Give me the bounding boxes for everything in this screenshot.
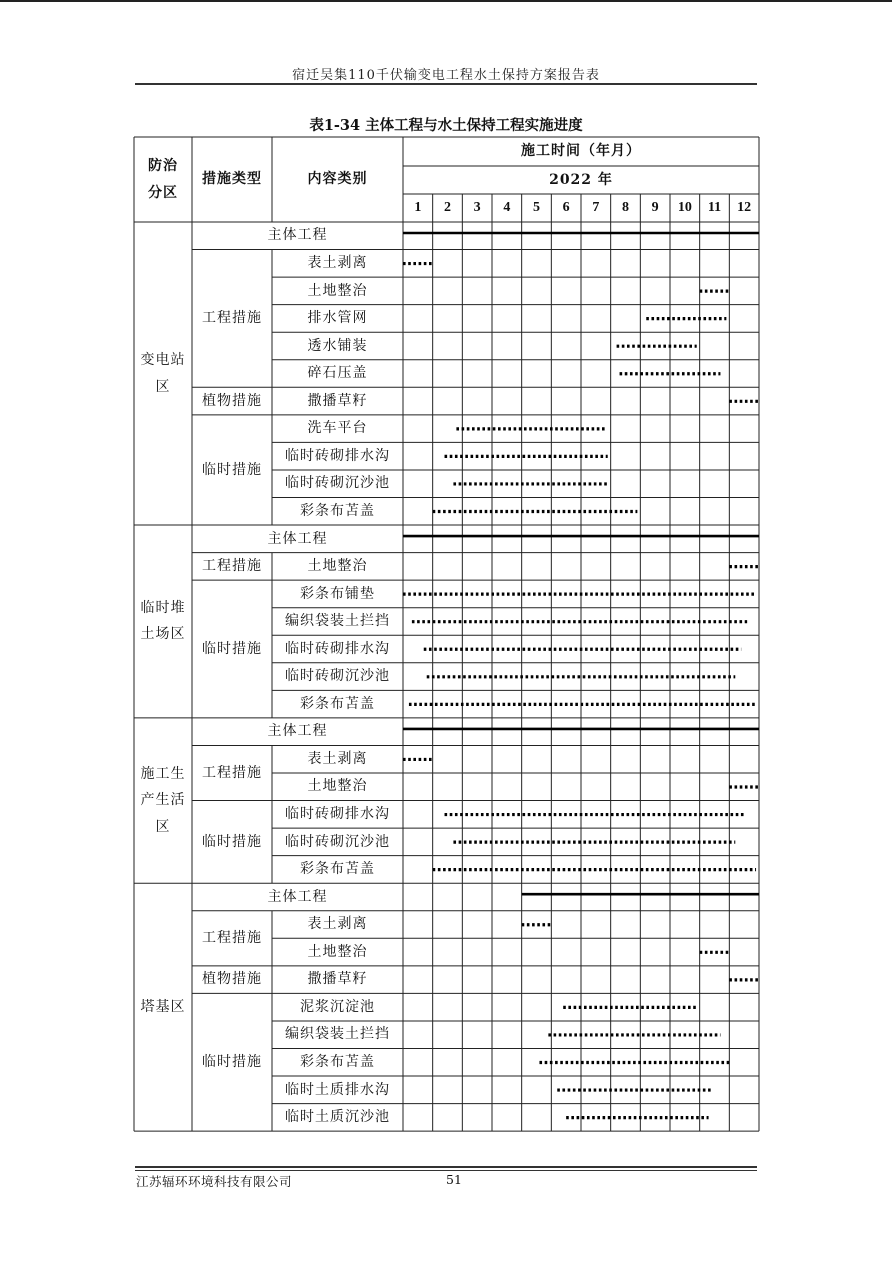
measure-type-label: 植物措施 <box>202 392 262 409</box>
month-header-9: 9 <box>651 199 659 215</box>
month-header-3: 3 <box>473 199 481 215</box>
row-content-label: 表土剥离 <box>307 750 368 767</box>
row-content-label: 临时砖砌排水沟 <box>285 447 390 464</box>
row-content-label: 土地整治 <box>307 943 368 960</box>
month-header-11: 11 <box>707 199 722 215</box>
row-content-label: 临时砖砌排水沟 <box>285 640 390 657</box>
row-content-label: 临时砖砌沉沙池 <box>285 833 390 850</box>
row-content-label: 排水管网 <box>307 310 368 327</box>
col-header-zone: 防治 分区 <box>148 157 178 201</box>
row-content-label: 撒播草籽 <box>307 971 368 988</box>
row-content-label: 彩条布苫盖 <box>300 861 375 878</box>
row-content-label: 土地整治 <box>307 282 368 299</box>
row-content-label: 临时砖砌沉沙池 <box>285 668 390 685</box>
row-content-label: 碎石压盖 <box>307 365 368 382</box>
month-header-6: 6 <box>562 199 570 215</box>
row-content-label: 编织袋装土拦挡 <box>285 1026 390 1043</box>
zone-label: 变电站 区 <box>140 351 186 395</box>
col-header-time: 施工时间（年月） <box>521 143 641 160</box>
measure-type-label: 临时措施 <box>202 833 262 850</box>
row-content-label: 洗车平台 <box>307 420 368 437</box>
footer-rule-thin <box>135 1170 757 1171</box>
footer-rule <box>135 1166 757 1168</box>
row-content-main: 主体工程 <box>267 227 328 244</box>
row-content-label: 临时砖砌沉沙池 <box>285 475 390 492</box>
measure-type-label: 工程措施 <box>202 558 262 575</box>
col-header-year: 2022 年 <box>549 171 613 188</box>
row-content-label: 临时砖砌排水沟 <box>285 806 390 823</box>
row-content-label: 撒播草籽 <box>307 392 368 409</box>
col-header-content: 内容类别 <box>307 171 368 188</box>
row-content-main: 主体工程 <box>267 530 328 547</box>
measure-type-label: 临时措施 <box>202 1053 262 1070</box>
footer-company: 江苏辐环环境科技有限公司 <box>136 1174 293 1189</box>
row-content-label: 表土剥离 <box>307 255 368 272</box>
month-header-12: 12 <box>737 199 752 215</box>
row-content-main: 主体工程 <box>267 723 328 740</box>
row-content-label: 彩条布苫盖 <box>300 502 375 519</box>
row-content-label: 土地整治 <box>307 778 368 795</box>
month-header-8: 8 <box>621 199 629 215</box>
row-content-label: 编织袋装土拦挡 <box>285 613 390 630</box>
measure-type-label: 工程措施 <box>202 310 262 327</box>
row-content-label: 彩条布苫盖 <box>300 1053 375 1070</box>
measure-type-label: 工程措施 <box>202 764 262 781</box>
row-content-label: 泥浆沉淀池 <box>300 998 375 1015</box>
month-header-5: 5 <box>532 199 540 215</box>
measure-type-label: 临时措施 <box>202 461 262 478</box>
month-header-7: 7 <box>592 199 600 215</box>
measure-type-label: 临时措施 <box>202 640 262 657</box>
measure-type-label: 工程措施 <box>202 930 262 946</box>
col-header-measure: 措施类型 <box>202 171 262 188</box>
row-content-label: 表土剥离 <box>307 916 368 933</box>
page-header: 宿迁吴集110千伏输变电工程水土保持方案报告表 <box>292 68 600 83</box>
zone-label: 临时堆 土场区 <box>140 599 186 643</box>
row-content-label: 临时土质沉沙池 <box>285 1109 390 1126</box>
row-content-label: 土地整治 <box>307 558 368 575</box>
zone-label: 施工生 产生活 区 <box>140 765 186 835</box>
month-header-4: 4 <box>503 199 511 215</box>
zone-label: 塔基区 <box>140 998 186 1015</box>
month-header-2: 2 <box>443 199 451 215</box>
row-content-label: 临时土质排水沟 <box>285 1081 390 1098</box>
month-header-10: 10 <box>677 199 692 215</box>
measure-type-label: 植物措施 <box>202 971 262 988</box>
row-content-label: 彩条布铺垫 <box>300 585 375 602</box>
month-header-1: 1 <box>414 199 422 215</box>
table-caption: 表1-34 主体工程与水土保持工程实施进度 <box>309 117 583 134</box>
page-number: 51 <box>446 1172 462 1187</box>
row-content-label: 彩条布苫盖 <box>300 695 375 712</box>
row-content-label: 透水铺装 <box>307 337 368 354</box>
row-content-main: 主体工程 <box>267 888 328 905</box>
